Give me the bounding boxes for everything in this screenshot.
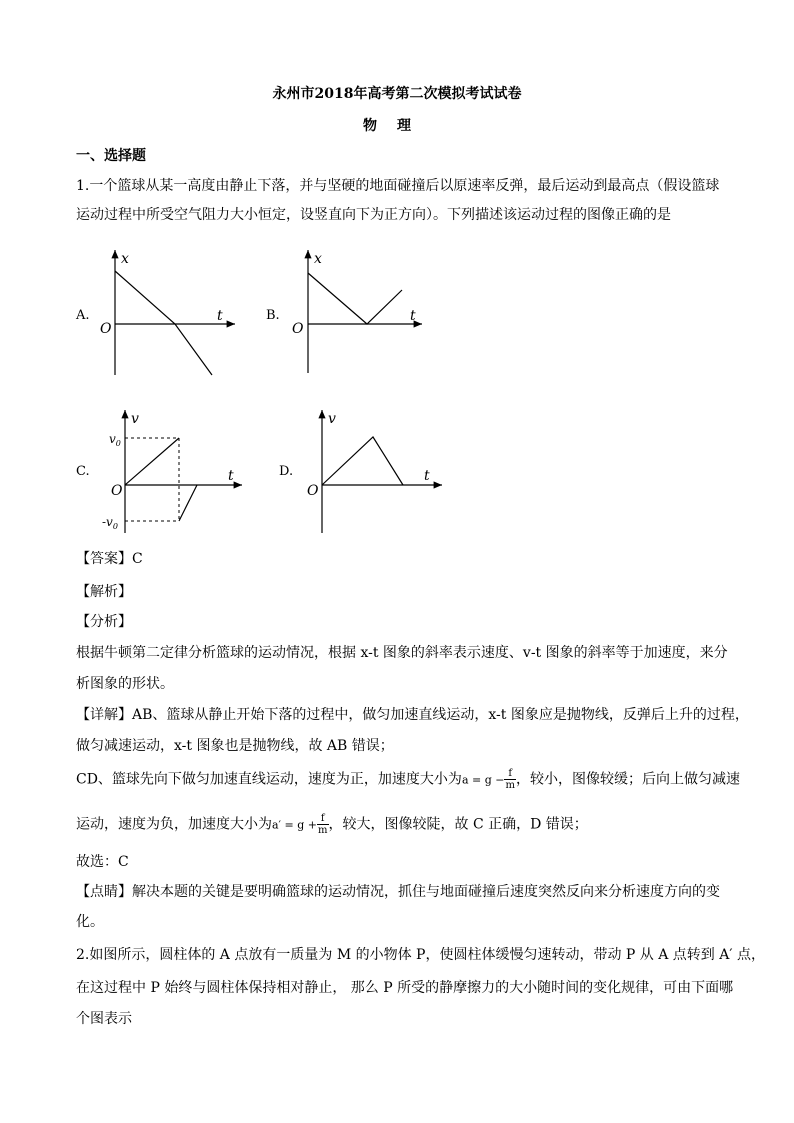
fraction-f-over-m-2: $\frac{f}{m}$ (318, 813, 328, 836)
detail-line2: 做匀减速运动，x-t 图象也是抛物线，故 AB 错误； (76, 738, 394, 754)
fenxi-line2: 析图象的形状。 (76, 676, 174, 692)
q1-stem-line2: 运动过程中所受空气阻力大小恒定，设竖直向下为正方向）。下列描述该运动过程的图像正确的是 (76, 207, 671, 223)
option-a-curve (115, 271, 212, 375)
option-c-x-label: t (228, 468, 234, 484)
option-a-y-label: x (121, 251, 129, 267)
option-a-label: A. (76, 308, 90, 323)
option-b-graph (288, 245, 428, 380)
fraction-f-over-m: $\frac{f}{m}$ (505, 768, 515, 791)
q2-line1: 2.如图所示，圆柱体的 A 点放有一质量为 M 的小物体 P，使圆柱体缓慢匀速转动，带动 P 从 A 点转到 A′ 点， (76, 947, 765, 963)
tip-line2: 化。 (76, 914, 104, 930)
option-c-graph (100, 405, 250, 535)
option-b-label: B. (266, 308, 280, 323)
option-d-y-label: v (328, 411, 336, 427)
q2-line2: 在这过程中 P 始终与圆柱体保持相对静止， 那么 P 所受的静摩擦力的大小随时间的变化规律，可由下面哪 (76, 980, 734, 996)
option-d-label: D. (279, 464, 294, 479)
q1-stem-line1: 1.一个篮球从某一高度由静止下落，并与坚硬的地面碰撞后以原速率反弹，最后运动到最高点（假设篮球 (76, 178, 720, 194)
fenxi-heading: 【分析】 (76, 614, 132, 630)
option-b-y-label: x (314, 251, 322, 267)
accel-eq-1: a = g − (461, 773, 505, 787)
option-a-origin: O (100, 321, 112, 337)
option-c-curve (125, 438, 179, 485)
option-d-origin: O (307, 483, 319, 499)
option-c-y-label: v (131, 411, 139, 427)
cd-line: CD、篮球先向下做匀加速直线运动，速度为正，加速度大小为a = g − $\frac{f}{m}$ ，较小，图像较缓；后向上做匀减速 (76, 768, 740, 791)
option-c-v0-label: $v_0$ (109, 432, 121, 448)
exam-title: 永州市2018年高考第二次模拟考试试卷 (272, 86, 522, 102)
option-c-curve-2 (179, 485, 197, 521)
option-c-neg-v0-label: $-v_0$ (102, 515, 118, 531)
option-a-x-label: t (217, 308, 223, 324)
option-b-origin: O (292, 321, 304, 337)
detail-line1: 【详解】AB、篮球从静止开始下落的过程中，做匀加速直线运动，x-t 图象应是抛物线，反弹后上升的过程， (76, 707, 749, 723)
fenxi-line1: 根据牛顿第二定律分析篮球的运动情况，根据 x-t 图象的斜率表示速度、v-t 图象的斜率等于加速度，来分 (76, 645, 728, 661)
option-d-graph (302, 405, 447, 535)
accel-eq-2: a′ = g + (272, 818, 318, 832)
analysis-heading: 【解析】 (76, 584, 132, 600)
option-c-label: C. (76, 464, 90, 479)
q2-line3: 个图表示 (76, 1011, 132, 1027)
option-d-x-label: t (424, 468, 430, 484)
option-a-graph (95, 245, 245, 380)
tip-line1: 【点睛】解决本题的关键是要明确篮球的运动情况，抓住与地面碰撞后速度突然反向来分析速度方向的变 (76, 884, 720, 900)
subject-title: 物理 (363, 118, 431, 134)
option-b-curve (308, 273, 402, 324)
option-d-curve (322, 437, 403, 485)
section-heading: 一、选择题 (76, 148, 146, 164)
cd-line-2: 运动，速度为负，加速度大小为a′ = g + $\frac{f}{m}$ ，较大，图像较陡，故 C 正确，D 错误； (76, 813, 588, 836)
option-c-origin: O (111, 483, 123, 499)
option-b-x-label: t (410, 308, 416, 324)
choice-line: 故选：C (76, 854, 129, 870)
answer-line: 【答案】C (76, 551, 143, 567)
